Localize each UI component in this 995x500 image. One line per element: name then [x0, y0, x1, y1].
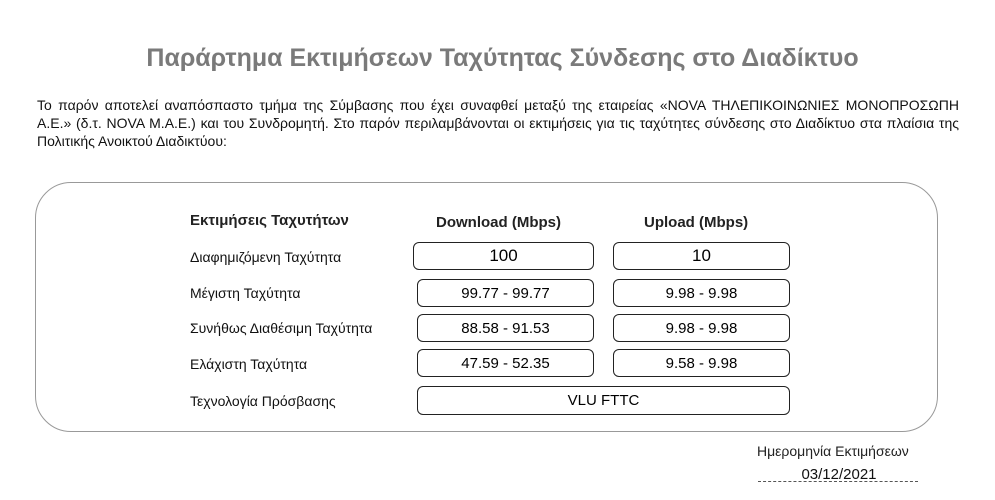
advertised-upload-value: 10	[613, 242, 790, 270]
estimate-date-label: Ημερομηνία Εκτιμήσεων	[757, 443, 909, 459]
row-label-minimum: Ελάχιστη Ταχύτητα	[190, 356, 308, 372]
maximum-upload-value: 9.98 - 9.98	[613, 279, 790, 307]
minimum-download-value: 47.59 - 52.35	[417, 349, 594, 377]
date-underline	[758, 481, 918, 482]
normally-available-download-value: 88.58 - 91.53	[417, 314, 594, 342]
maximum-download-value: 99.77 - 99.77	[417, 279, 594, 307]
page-title: Παράρτημα Εκτιμήσεων Ταχύτητας Σύνδεσης στο Διαδίκτυο	[146, 44, 859, 72]
header-upload: Upload (Mbps)	[644, 214, 749, 231]
header-speed-estimates: Εκτιμήσεις Ταχυτήτων	[190, 212, 349, 229]
header-download: Download (Mbps)	[436, 214, 561, 231]
row-label-advertised: Διαφημιζόμενη Ταχύτητα	[190, 249, 342, 265]
row-label-access-technology: Τεχνολογία Πρόσβασης	[190, 393, 336, 409]
row-label-normally-available: Συνήθως Διαθέσιμη Ταχύτητα	[190, 320, 373, 336]
row-label-maximum: Μέγιστη Ταχύτητα	[190, 285, 301, 301]
advertised-download-value: 100	[413, 242, 594, 270]
estimate-date-value: 03/12/2021	[801, 466, 877, 483]
intro-paragraph: Το παρόν αποτελεί αναπόσπαστο τμήμα της Σύμβασης που έχει συναφθεί μεταξύ της εταιρείας «NOVA ΤΗΛΕΠΙΚΟΙΝΩΝΙΕΣ ΜΟΝΟΠΡΟΣΩΠΗ Α.Ε.» (δ.τ. NOVA Μ.Α.Ε.) και του Συνδρομητή. Στο παρόν περιλαμβάνονται οι εκτιμήσεις για τις ταχύτητες σύνδεσης στο Διαδίκτυο στα πλαίσια της Πολιτικής Ανοικτού Διαδικτύου:	[37, 97, 959, 149]
minimum-upload-value: 9.58 - 9.98	[613, 349, 790, 377]
normally-available-upload-value: 9.98 - 9.98	[613, 314, 790, 342]
access-technology-value: VLU FTTC	[417, 386, 790, 415]
